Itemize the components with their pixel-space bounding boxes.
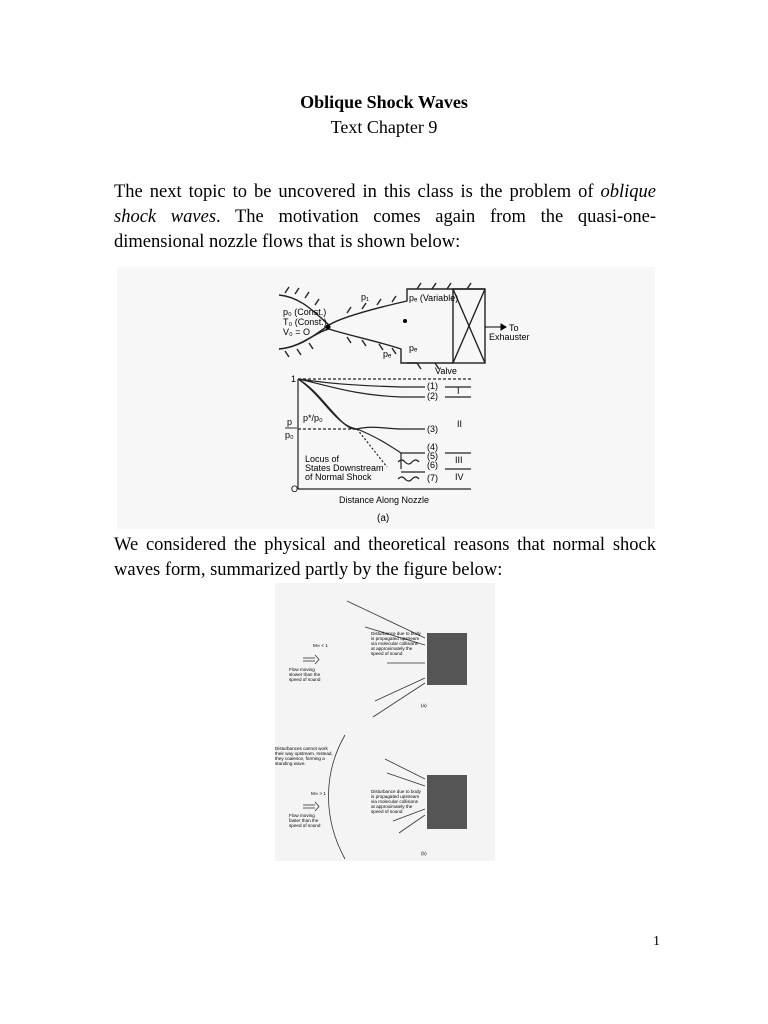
nozzle-figure bbox=[117, 267, 655, 529]
label-pe: pₑ bbox=[383, 349, 392, 359]
label-valve: Valve bbox=[435, 366, 457, 376]
dist-b-4: at approximately the bbox=[371, 804, 413, 809]
locus-line-3: of Normal Shock bbox=[305, 472, 372, 482]
arrow-exhauster bbox=[485, 324, 506, 330]
shock-paragraph: We considered the physical and theoretical reasons that normal shock waves form, summarized partly by the figure below: bbox=[114, 535, 656, 580]
dist-a-1: Disturbance due to body bbox=[371, 631, 421, 636]
nozzle-diagram bbox=[117, 267, 655, 529]
curve-3: (3) bbox=[427, 424, 438, 434]
curve-1: (1) bbox=[427, 381, 438, 391]
locus-line-1: Locus of bbox=[305, 454, 340, 464]
dist-b-5: speed of sound bbox=[371, 809, 403, 814]
label-pe-exit: pₑ bbox=[409, 343, 418, 353]
label-v0: V₀ = O bbox=[283, 327, 310, 337]
flow-a-1: Flow moving bbox=[289, 667, 315, 672]
region-iii: III bbox=[455, 455, 463, 465]
body-a bbox=[427, 633, 467, 685]
plot-ylabel-p0: p₀ bbox=[285, 430, 294, 440]
label-p0: p₀ (Const.) bbox=[283, 307, 327, 317]
shock-formation-figure bbox=[275, 583, 495, 861]
region-ii: II bbox=[457, 419, 463, 429]
flow-b-1: Flow moving bbox=[289, 813, 315, 818]
figure1-caption: (a) bbox=[377, 513, 390, 524]
region-iv: IV bbox=[455, 472, 464, 482]
label-exhauster: Exhauster bbox=[489, 332, 530, 342]
dist-b-2: is propagated upstream bbox=[371, 794, 420, 799]
curve-4: (4) bbox=[427, 442, 438, 452]
dist-a-2: is propagated upstream bbox=[371, 636, 420, 641]
cannot-1: Disturbances cannot work bbox=[275, 746, 328, 751]
curve-7: (7) bbox=[427, 473, 438, 483]
dist-a-4: at approximately the bbox=[371, 646, 413, 651]
mach-a: M∞ < 1 bbox=[313, 643, 328, 648]
plot-ylabel-p: p bbox=[287, 417, 293, 427]
flow-b-2: faster than the bbox=[289, 818, 319, 823]
mach-b: M∞ > 1 bbox=[311, 791, 326, 796]
curve-2: (2) bbox=[427, 391, 438, 401]
page-title: Oblique Shock Waves bbox=[300, 92, 468, 112]
exit-dot bbox=[403, 319, 407, 323]
cannot-2: their way upstream. Instead, bbox=[275, 751, 333, 756]
label-pb-variable: pₑ (Variable) bbox=[409, 293, 459, 303]
shock-formation-diagram bbox=[275, 583, 495, 861]
plot-label-zero: O bbox=[291, 484, 299, 494]
page-number: 1 bbox=[653, 934, 660, 949]
label-to: To bbox=[509, 323, 519, 333]
dist-b-1: Disturbance due to body bbox=[371, 789, 421, 794]
dist-a-5: speed of sound bbox=[371, 651, 403, 656]
caption-a: (a) bbox=[421, 703, 427, 708]
region-i: I bbox=[457, 386, 460, 396]
curve-6: (6) bbox=[427, 460, 438, 470]
flow-a-2: slower than the bbox=[289, 672, 321, 677]
waves-a bbox=[303, 601, 425, 717]
flow-a-3: speed of sound bbox=[289, 677, 321, 682]
label-t0: T₀ (Const.) bbox=[283, 317, 327, 327]
curve-5: (5) bbox=[427, 451, 438, 461]
flow-b-3: speed of sound bbox=[289, 823, 321, 828]
plot-label-one: 1 bbox=[291, 374, 297, 384]
intro-text-start: The next topic to be uncovered in this class is the problem of bbox=[114, 182, 601, 202]
plot-pstar-label: p*/p₀ bbox=[303, 413, 323, 423]
cannot-3: they coalesce, forming a bbox=[275, 756, 325, 761]
intro-text-end: . The motivation comes again from the quasi-one-dimensional nozzle flows that is shown below: bbox=[114, 207, 656, 252]
body-b bbox=[427, 775, 467, 829]
page-subtitle: Text Chapter 9 bbox=[330, 117, 438, 137]
dist-a-3: via molecular collisions bbox=[371, 641, 418, 646]
intro-paragraph bbox=[114, 180, 656, 255]
label-p1: p₁ bbox=[361, 292, 370, 302]
plot-xlabel: Distance Along Nozzle bbox=[339, 495, 430, 505]
intro-italic-term: oblique shock waves bbox=[114, 182, 656, 227]
cannot-4: standing wave. bbox=[275, 761, 306, 766]
dist-b-3: via molecular collisions bbox=[371, 799, 418, 804]
caption-b: (b) bbox=[421, 851, 427, 856]
locus-line-2: States Downstream bbox=[305, 463, 384, 473]
